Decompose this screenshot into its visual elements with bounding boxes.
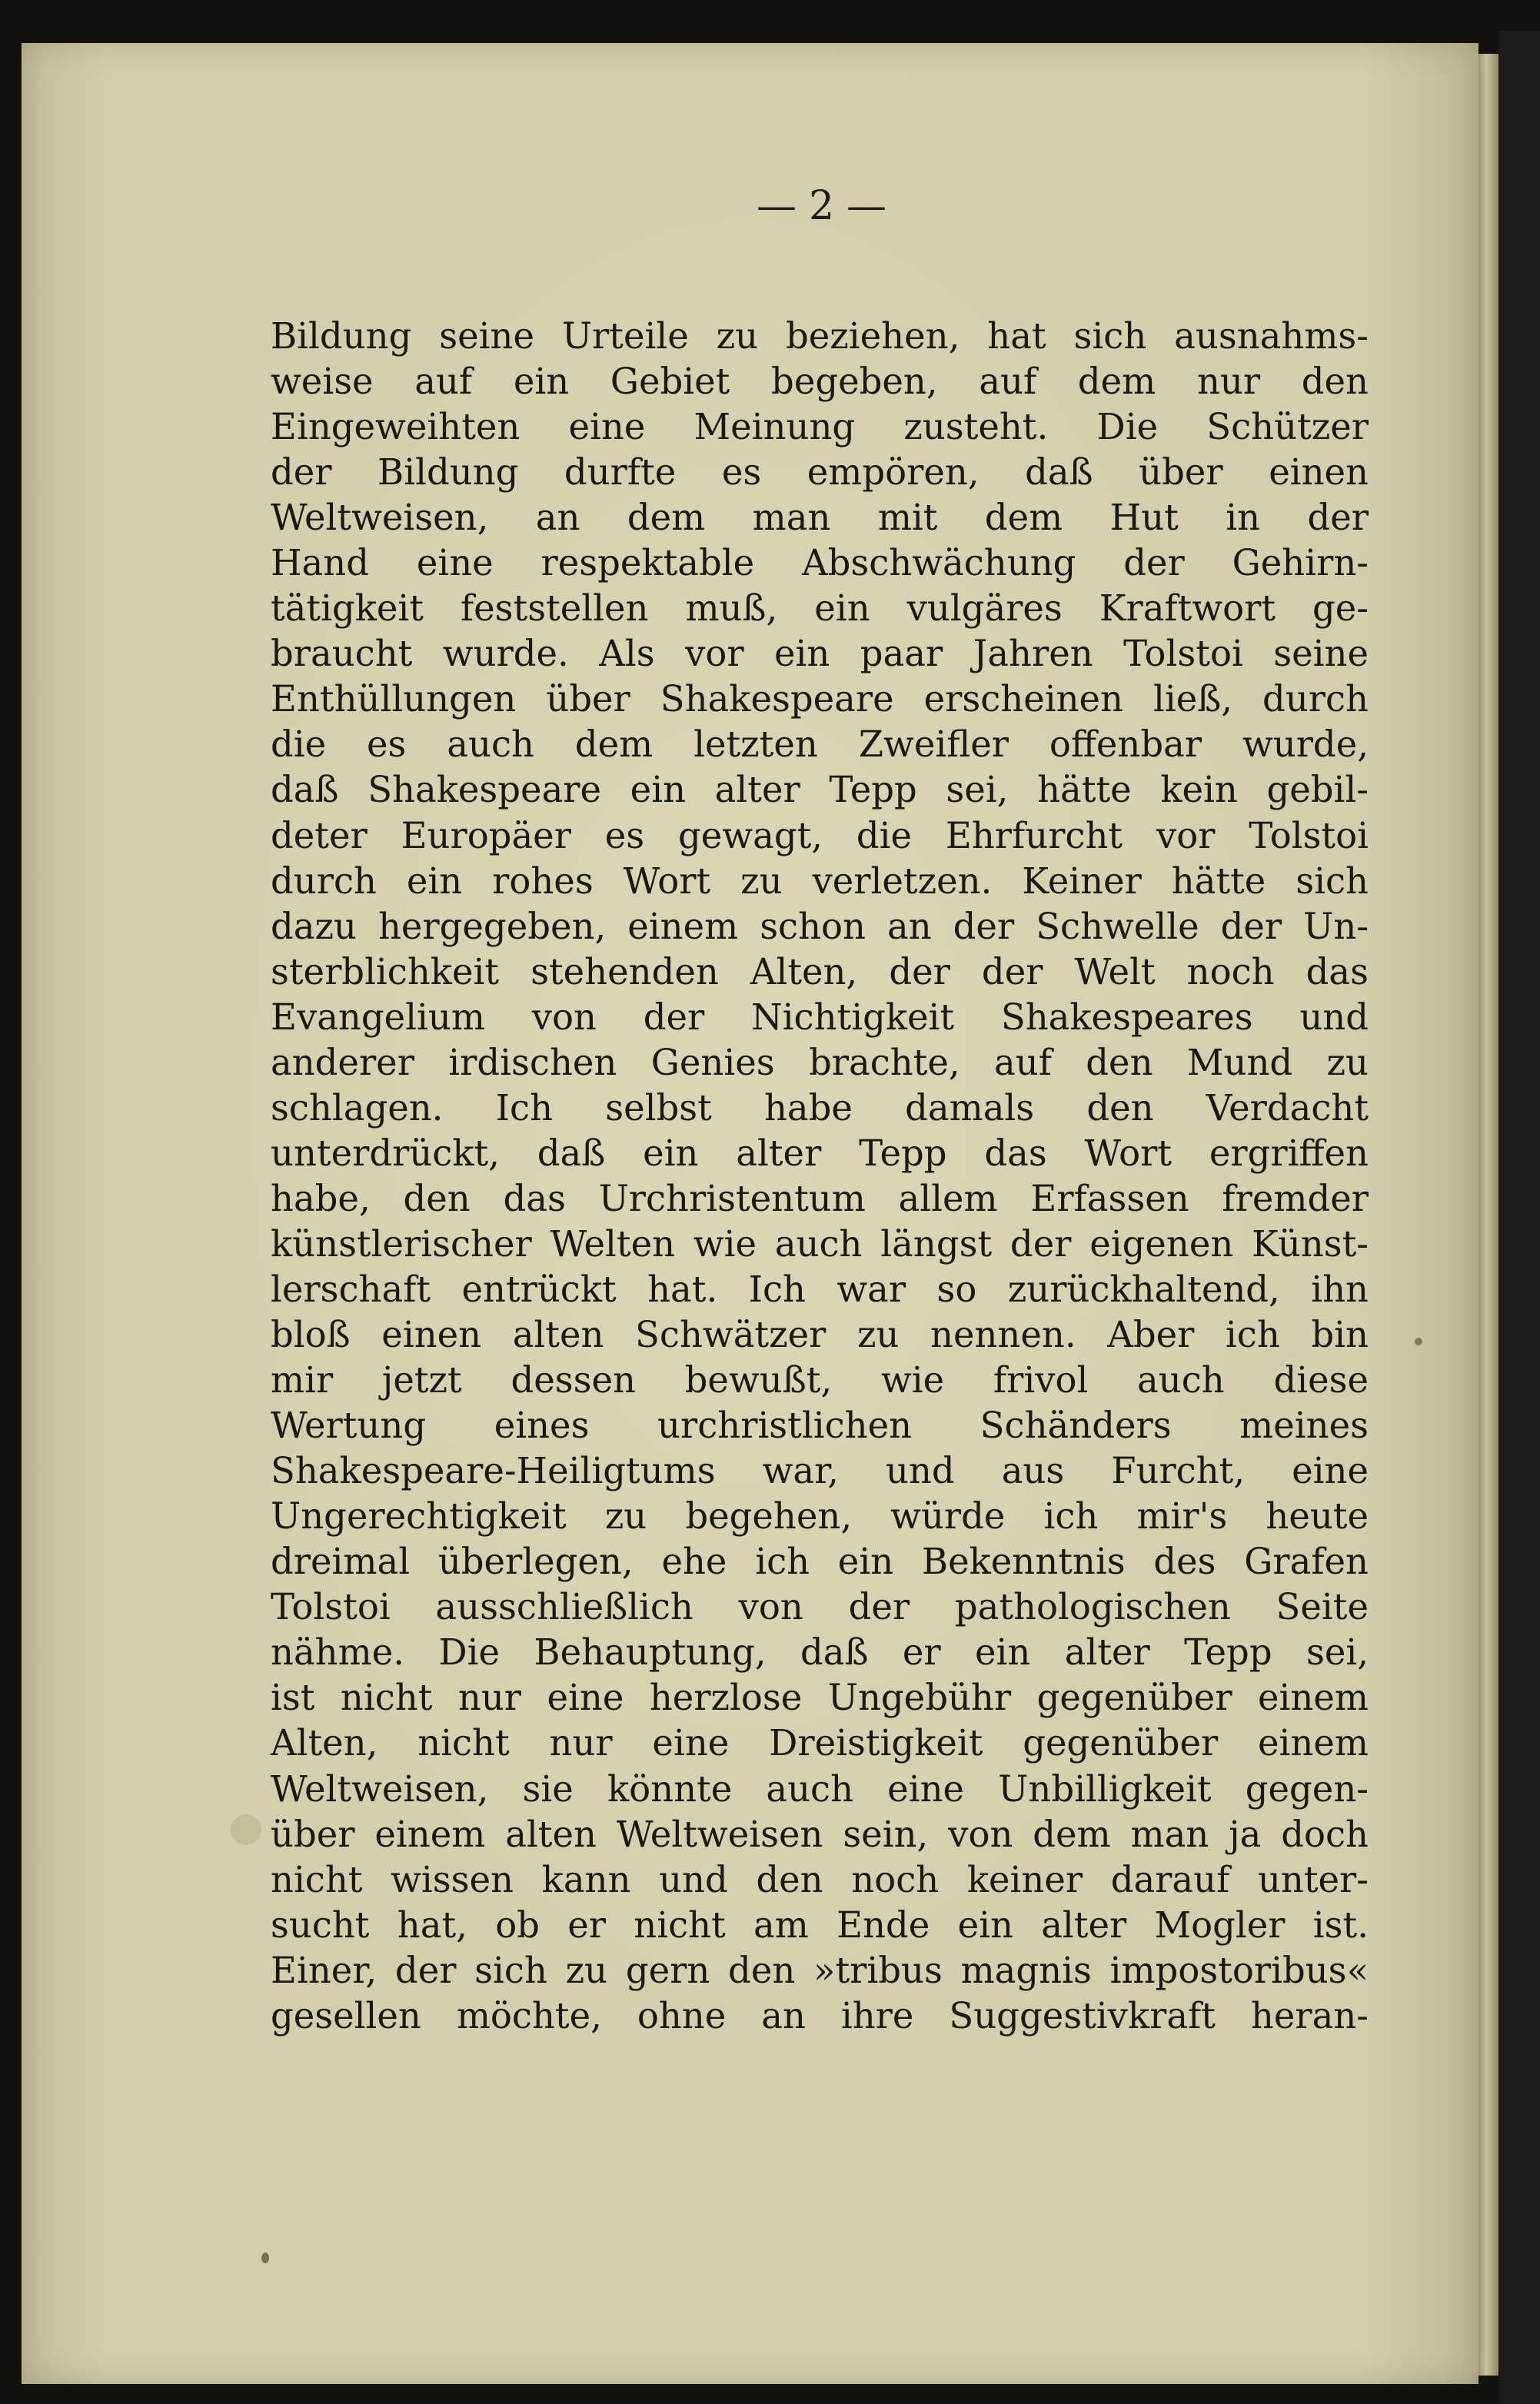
text-line: Tolstoi ausschließlich von der pathologischen Seite — [271, 1586, 1369, 1628]
paper-stain — [231, 1814, 261, 1845]
text-line: Eingeweihten eine Meinung zusteht. Die Schützer — [271, 406, 1369, 448]
text-line: Wertung eines urchristlichen Schänders meines — [271, 1405, 1369, 1447]
text-line: Hand eine respektable Abschwächung der Gehirn- — [271, 542, 1369, 584]
paper-stain — [1415, 1338, 1422, 1345]
text-line: ist nicht nur eine herzlose Ungebühr gegenüber einem — [271, 1677, 1369, 1719]
text-line: deter Europäer es gewagt, die Ehrfurcht vor Tolstoi — [271, 814, 1369, 856]
text-line: gesellen möchte, ohne an ihre Suggestivkraft heran- — [271, 1994, 1369, 2037]
body-text — [271, 314, 1369, 2039]
text-line: die es auch dem letzten Zweifler offenbar wurde, — [271, 723, 1369, 766]
text-line: Weltweisen, sie könnte auch eine Unbilligkeit gegen- — [271, 1767, 1369, 1810]
text-line: mir jetzt dessen bewußt, wie frivol auch diese — [271, 1359, 1369, 1402]
text-line: tätigkeit feststellen muß, ein vulgäres Kraftwort ge- — [271, 587, 1369, 630]
text-line: nähme. Die Behauptung, daß er ein alter Tepp sei, — [271, 1631, 1369, 1674]
text-line: Einer, der sich zu gern den »tribus magnis impostoribus« — [271, 1949, 1369, 1991]
text-line: der Bildung durfte es empören, daß über einen — [271, 451, 1369, 494]
text-line: sterblichkeit stehenden Alten, der der Welt noch das — [271, 950, 1369, 993]
page-number — [52, 183, 1540, 229]
page-number-value: 2 — [808, 183, 837, 229]
text-line: Shakespeare-Heiligtums war, und aus Furcht, eine — [271, 1450, 1369, 1492]
text-line: künstlerischer Welten wie auch längst der eigenen Künst- — [271, 1222, 1369, 1265]
text-line: weise auf ein Gebiet begeben, auf dem nur den — [271, 361, 1369, 403]
dash-left: — — [756, 183, 798, 229]
text-line: braucht wurde. Als vor ein paar Jahren Tolstoi seine — [271, 633, 1369, 675]
text-line: dreimal überlegen, ehe ich ein Bekenntnis des Grafen — [271, 1541, 1369, 1583]
text-line: Enthüllungen über Shakespeare erscheinen ließ, durch — [271, 678, 1369, 720]
text-line: dazu hergegeben, einem schon an der Schwelle der Un- — [271, 905, 1369, 947]
text-line: habe, den das Urchristentum allem Erfassen fremder — [271, 1177, 1369, 1219]
page-edge — [1478, 54, 1498, 2376]
text-line: anderer irdischen Genies brachte, auf den Mund zu — [271, 1041, 1369, 1083]
text-line: Evangelium von der Nichtigkeit Shakespeares und — [271, 996, 1369, 1038]
text-line: durch ein rohes Wort zu verletzen. Keiner hätte sich — [271, 860, 1369, 902]
text-line: schlagen. Ich selbst habe damals den Verdacht — [271, 1086, 1369, 1129]
text-line: daß Shakespeare ein alter Tepp sei, hätte kein gebil- — [271, 769, 1369, 811]
text-line: Ungerechtigkeit zu begehen, würde ich mir's heute — [271, 1495, 1369, 1538]
text-line: unterdrückt, daß ein alter Tepp das Wort ergriffen — [271, 1132, 1369, 1174]
text-line: bloß einen alten Schwätzer zu nennen. Aber ich bin — [271, 1314, 1369, 1356]
text-line: nicht wissen kann und den noch keiner darauf unter- — [271, 1858, 1369, 1900]
dash-right: — — [847, 183, 889, 229]
paper-stain — [261, 2253, 269, 2263]
text-line: sucht hat, ob er nicht am Ende ein alter Mogler ist. — [271, 1904, 1369, 1946]
text-line: Alten, nicht nur eine Dreistigkeit gegenüber einem — [271, 1722, 1369, 1764]
scan-background — [1498, 31, 1540, 2404]
text-line: über einem alten Weltweisen sein, von dem man ja doch — [271, 1813, 1369, 1855]
text-line: Weltweisen, an dem man mit dem Hut in der — [271, 497, 1369, 539]
text-line: Bildung seine Urteile zu beziehen, hat sich ausnahms- — [271, 315, 1369, 357]
text-line: lerschaft entrückt hat. Ich war so zurückhaltend, ihn — [271, 1268, 1369, 1310]
